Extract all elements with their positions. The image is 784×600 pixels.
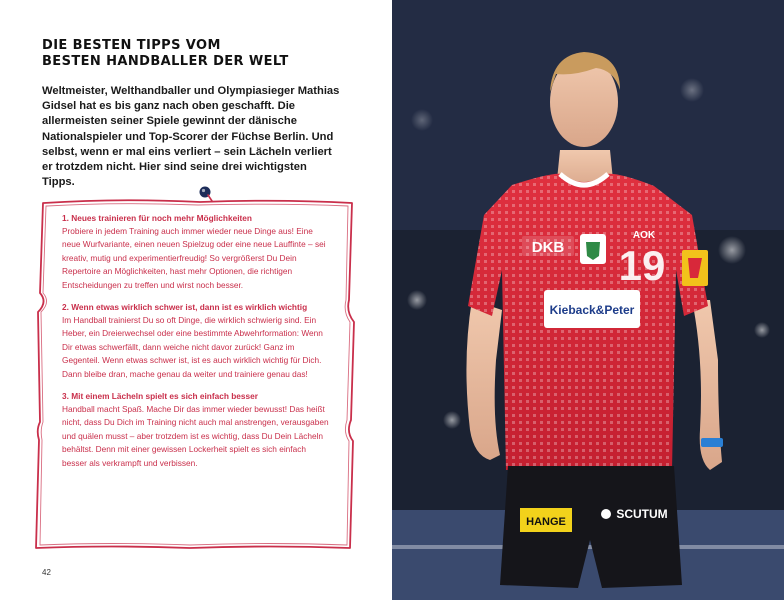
player-photo xyxy=(392,0,784,600)
jersey-number: 19 xyxy=(618,242,666,289)
sponsor-dkb: DKB xyxy=(531,239,565,256)
sponsor-aok: AOK xyxy=(632,230,656,241)
tip-item xyxy=(62,212,330,292)
page-title xyxy=(42,38,362,70)
tips-list xyxy=(62,212,330,479)
right-page xyxy=(392,0,784,600)
pin-icon xyxy=(197,184,215,204)
intro-paragraph: Weltmeister, Welthandballer und Olympiasieger Mathias Gidsel hat es bis ganz nach oben geschafft. Die allermeisten seiner Spiele gewinnt der dänische Nationalspieler und Top-Scorer der Füchse Berlin. Und selbst, wenn er mal eins verliert – sein Lächeln verliert er trotzdem nicht. Hier sind seine drei wichtigsten Tipps. xyxy=(42,85,340,189)
sponsor-shorts-right: SCUTUM xyxy=(616,507,668,521)
page-number: 42 xyxy=(42,568,51,577)
tip-item xyxy=(62,301,330,381)
title-line-1: DIE BESTEN TIPPS VOM xyxy=(42,38,221,53)
tip-title: 2. Wenn etwas wirklich schwer ist, dann ist es wirklich wichtig xyxy=(62,302,308,313)
tip-body: Probiere in jedem Training auch immer wieder neue Dinge aus! Eine neue Wurfvariante, einen neuen Spielzug oder eine neue Lauffinte – sei kreativ, mutig und experimentierfreudig! So vergrößerst Du Dein Repertoire an Möglichkeiten, hast mehr Optionen, die richtigen Entscheidungen zu treffen und wirst noch besser. xyxy=(62,226,326,290)
tip-body: Im Handball trainierst Du so oft Dinge, die wirklich schwierig sind. Ein Heber, ein Dreierwechsel oder eine bestimmte Abwehrformation: Wenn Dir etwas schwerfällt, dann weiche nicht davor zurück! Ganz im Gegenteil. Wenn etwas schwer ist, ist es auch wirklich wichtig für Dich. Dann bleibe dran, mache genau da weiter und trainiere genau das! xyxy=(62,315,323,379)
title-line-2: BESTEN HANDBALLER DER WELT xyxy=(42,54,289,69)
sponsor-shorts-left: HANGE xyxy=(526,516,566,528)
tip-item xyxy=(62,390,330,470)
tip-title: 1. Neues trainieren für noch mehr Möglichkeiten xyxy=(62,213,252,223)
tip-body: Handball macht Spaß. Mache Dir das immer wieder bewusst! Das heißt nicht, dass Du Dich im Training nicht auch mal anstrengen, verausgaben und quälen musst – aber trotzdem ist es wichtig, dass Du Dein Lächeln behältst. Denn mit einer gewissen Lockerheit spielt es sich einfach besser als verkrampft und verbissen. xyxy=(62,404,329,468)
tip-title: 3. Mit einem Lächeln spielt es sich einfach besser xyxy=(62,391,258,402)
sponsor-chest: Kieback&Peter xyxy=(549,303,635,317)
